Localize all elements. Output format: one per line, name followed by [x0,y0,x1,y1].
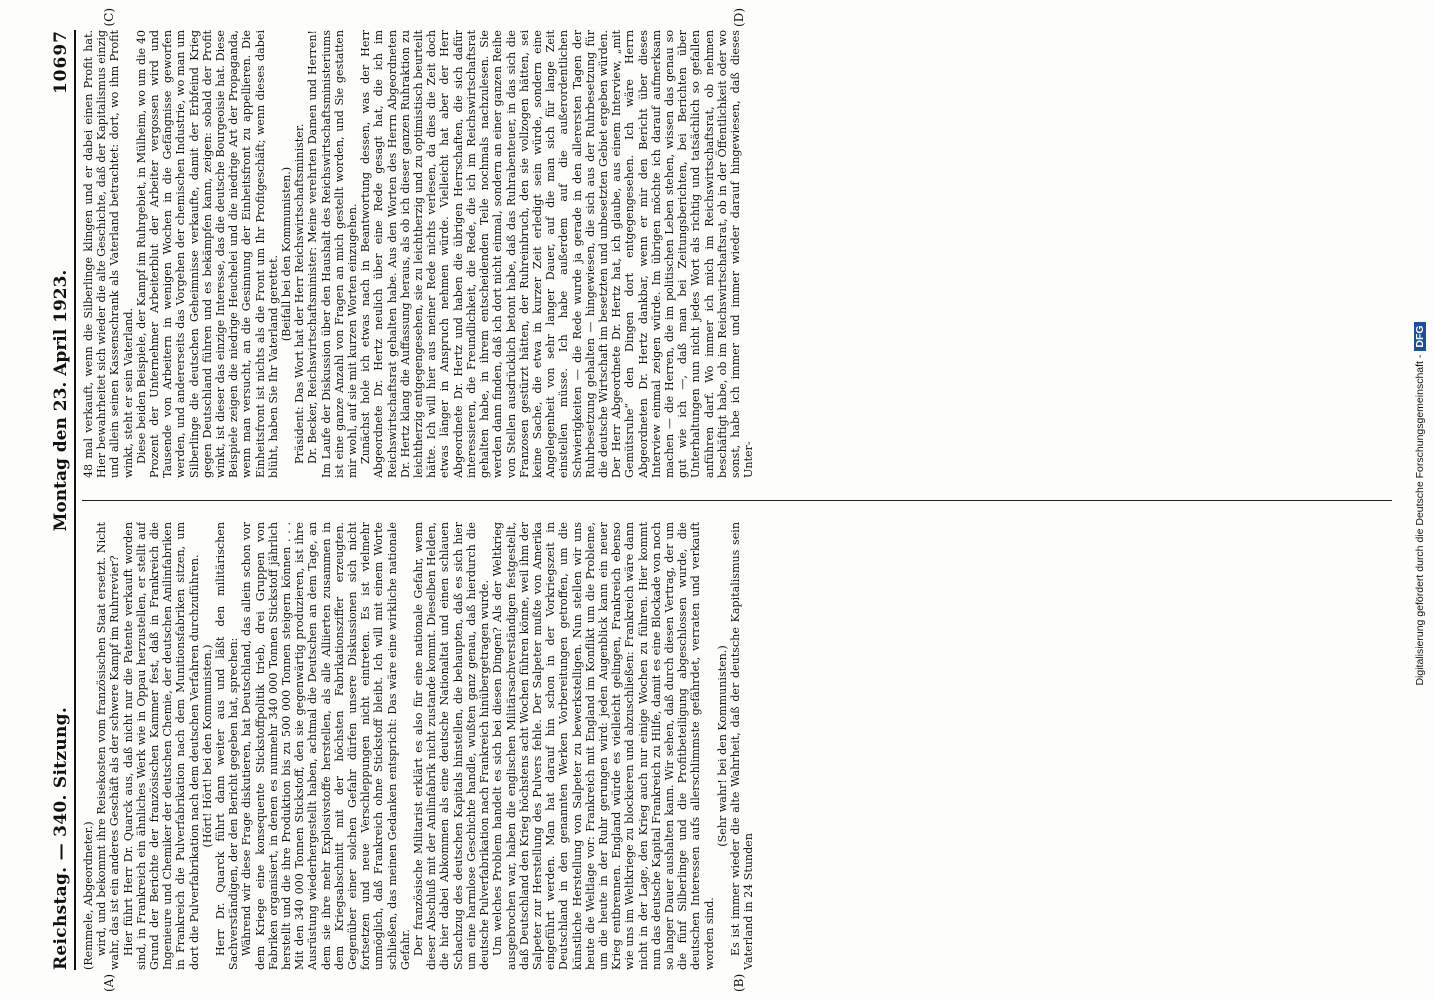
header-left: Reichstag. — 340. Sitzung. [51,706,71,970]
credit-text: Digitalisierung gefördert durch die Deutsche Forschungsgemeinschaft - [1414,354,1426,686]
paragraph: Hier führt Herr Dr. Quarck aus, daß nicht nur die Patente verkauft worden sind, in Frankreich ein ähnliches Werk wie in Oppau herzustellen, er stellt auf Grund der Berichte der französischen Kammer fest, daß in Frankreich die Ingenieure und Chemiker der deutschen Chemie, der deutschen Anilinfabriken in Frankreich die Pulverfabrikation nach dem Munitionsfabriken sitzen, um dort die Pulverfabrikation nach dem deutschen Verfahren durchzuführen. [121,522,201,970]
paragraph: Herr Dr. Quarck führt dann weiter aus und läßt den militärischen Sachverständigen, der den Bericht gegeben hat, sprechen: [214,522,241,970]
paragraph: wird, und bekommt ihre Reisekosten vom französischen Staat ersetzt. Nicht wahr, das ist ein anderes Geschäft als der schwere Kampf im Ruhrrevier? [95,522,122,970]
interjection: (Hört! Hört! bei den Kommunisten.) [200,644,214,848]
dfg-logo: DFG [1414,322,1426,350]
paragraph: 48 mal verkauft, wenn die Silberlinge klingen und er dabei einen Profit hat. Hier bewahrheitet sich wieder die alte Geschichte, daß der Kapitalismus einzig und allein seinen Kassenschrank als Vaterland betrachtet: dort, wo ihm Profit winkt, steht er sein Vaterland. [82,30,135,478]
margin-mark-c: (C) [102,8,116,27]
page-number: 10697 [51,30,71,95]
margin-mark-a: (A) [102,973,116,992]
quotation: Während wir diese Frage diskutieren, hat Deutschland, das allein schon vor dem Kriege eine konsequente Stickstoffpolitik trieb, drei Gruppen von Fabriken organisiert, in denen es nunmehr 340 000 Tonnen Stickstoff jährlich herstellt und die ihre Produktion bis zu 500 000 Tonnen steigern können . . . Mit den 340 000 Tonnen Stickstoff, den sie gegenwärtig produzieren, ist ihre Ausrüstung wiederhergestellt haben, achtmal die Deutschen an dem Tage, an dem sie ihre mehr Explosivstoffe herstellen, als alle Alliierten zusammen in dem Kriegsabschnitt mit der höchsten Fabrikationsziffer erzeugten. Gegenüber einer solchen Gefahr dürfen unsere Diskussionen sich nicht fortsetzen und neue Verschleppungen nicht eintreten. Es ist vielmehr unmöglich, daß Frankreich ohne Stickstoff bleibt. Ich will mit einem Worte schließen, das meinen Gedanken entspricht: Das wäre eine wirkliche nationale Gefahr. [240,522,412,970]
paragraph: Der französische Militarist erklärt es also für eine nationale Gefahr, wenn dieser Abschluß mit der Anilinfabrik nicht zustande kommt. Dieselben Helden, die hier dabei Abkommen als eine deutsche Nationaltat und einen schlauen Schachzug des deutschen Kapitals hinstellen, die behaupten, daß es sich hier um eine harmlose Geschichte handle, wußten ganz genau, daß hierdurch die deutsche Pulverfabrikation nach Frankreich hinübergetragen wurde. [412,522,492,970]
digitization-credit [1416,8,1430,998]
interjection: (Beifall bei den Kommunisten.) [280,166,294,342]
column-divider [82,500,1392,501]
margin-mark-b: (B) [732,973,746,992]
paragraph: Um welches Problem handelt es sich bei diesen Dingen? Als der Weltkrieg ausgebrochen war, haben die englischen Militärsachverständigen festgestellt, daß Deutschland den Krieg höchstens acht Wochen führen könne, weil ihm der Salpeter zur Herstellung des Pulvers fehle. Der Salpeter mußte von Amerika eingeführt werden. Man hat darauf hin schon in der Vorkriegszeit in Deutschland in den genannten Werken Vorbereitungen getroffen, um die künstliche Herstellung von Salpeter zu bewerkstelligen. Nun stellen wir uns heute die Weltlage vor: Frankreich mit England im Konflikt um die Probleme, um die heute in der Ruhr gerungen wird: jeden Augenblick kann ein neuer Krieg entbrennen. England würde es vielleicht gelingen, Frankreich ebenso wie uns im Weltkriege zu blockieren und abzuschließen: Frankreich wäre dann nicht in der Lage, den Krieg auch nur einige Wochen zu führen. Hier kommt nun das deutsche Kapital Frankreich zu Hilfe, damit es eine Blockade von noch so langer Dauer aushalten kann. Wir sehen, daß durch diesen Vertrag, der um die fünf Silberlinge und die Profitbeteiligung abgeschlossen wurde, die deutschen Interessen aufs allerschlimmste gefährdet, verraten und verkauft worden sind. [491,522,716,970]
paragraph: Diese beiden Beispiele, der Kampf im Ruhrgebiet, in Mülheim, wo um die 40 Prozent der Unternehmer Arbeiterblut der Arbeiter vergossen wird und Tausende von Arbeitern in wenigen Wochen in die Gefängnisse geworfen werden, und andererseits das Vorgehen der chemischen Industrie, wo man um Silberlinge die deutschen Geheimnisse verkaufte, damit der Erbfeind Krieg gegen Deutschland führen und es bekämpfen kann, zeigen: sobald der Profit winkt, ist dieser das einzige Interesse, das die deutsche Bourgeoisie hat. Diese Beispiele zeigen die niedrige Heuchelei und die niedrige Art der Propaganda, wenn man versucht, an die Gesinnung der Einheitsfront zu appellieren. Die Einheitsfront ist nichts als die Front um Ihr Profitgeschäft; wenn dieses dabei blüht, haben Sie Ihr Vaterland gerettet. [134,30,280,478]
rotated-newspaper-page [42,8,1392,992]
right-text-column [82,30,1392,478]
paragraph: Zunächst hole ich etwas nach in Beantwortung dessen, was der Herr Abgeordnete Dr. Hertz neulich über eine Rede gesagt hat, die ich im Reichswirtschaftsrat gehalten habe. Aus den Worten des Herrn Abgeordneten Dr. Hertz klang die Auffassung heraus, als ob ich dieser ganzen Ruhraktion zu leichtherzig entgegengesehen, sie zu leichtherzig und zu optimistisch beurteilt hätte. Ich will hier aus meiner Rede nichts verlesen, da dies die Zeit doch etwas länger in Anspruch nehmen würde. Vielleicht hat aber der Herr Abgeordnete Dr. Hertz und haben die übrigen Herrschaften, die sich dafür interessieren, die Freundlichkeit, die Rede, die ich im Reichswirtschaftsrat gehalten habe, in ihrem entscheidenden Teile nochmals nachzulesen. Sie werden dann finden, daß ich dort nicht einmal, sondern an einer ganzen Reihe von Stellen ausdrücklich betont habe, daß das Ruhrabenteuer, in das sich die Franzosen gestürzt hätten, der Ruhreinbruch, den sie vollzogen hätten, sei keine Sache, die etwa in kurzer Zeit erledigt sein würde, sondern eine Angelegenheit von sehr langer Dauer, auf die man sich für lange Zeit einstellen müsse. Ich habe außerdem auf die außerordentlichen Schwierigkeiten — die Rede wurde ja gerade in den allerersten Tagen der Ruhrbesetzung gehalten — hingewiesen, die sich aus der Ruhrbesetzung für die deutsche Wirtschaft im besetzten und unbesetzten Gebiet ergeben würden. Der Herr Abgeordnete Dr. Hertz hat, ich glaube, aus einem Interview, „mit Gemütsruhe“ den Dingen dort entgegengesehen. Ich wäre Herrn Abgeordneten Dr. Hertz dankbar, wenn er mir den Bericht über dieses Interview einmal zeigen würde. Im übrigen möchte ich darauf aufmerksam machen — die Herren, die im politischen Leben stehen, wissen das genau so gut wie ich —, daß man bei Zeitungsberichten, bei Berichten über Unterhaltungen nun nicht jedes Wort als richtig und tatsächlich so gefallen anführen darf. Wo immer ich mich im Reichswirtschaftsrat, ob nehmen beschäftigt habe, ob im Reichswirtschaftsrat, ob in der Öffentlichkeit oder wo sonst, habe ich immer und immer wieder darauf hingewiesen, daß dieses Unter- [359,30,756,478]
left-text-column [82,522,1392,970]
interjection: (Sehr wahr! bei den Kommunisten.) [715,645,729,847]
margin-mark-d: (D) [732,8,746,27]
header-center: Montag den 23. April 1923. [51,269,71,532]
speaker-heading: (Remmele, Abgeordneter.) [82,821,95,970]
paragraph: Präsident: Das Wort hat der Herr Reichswirtschaftsminister. [293,123,307,464]
page-header [48,30,76,970]
paragraph: Dr. Becker, Reichswirtschaftsminister: Meine verehrten Damen und Herren! Im Laufe der Diskussion über den Haushalt des Reichswirtschaftsministeriums ist eine ganze Anzahl von Fragen an mich gestellt worden, und Sie gestatten mir wohl, auf sie mit kurzen Worten einzugehen. [306,30,360,478]
paragraph: Es ist immer wieder die alte Wahrheit, daß der deutsche Kapitalismus sein Vaterland in 24 Stunden [728,522,756,970]
